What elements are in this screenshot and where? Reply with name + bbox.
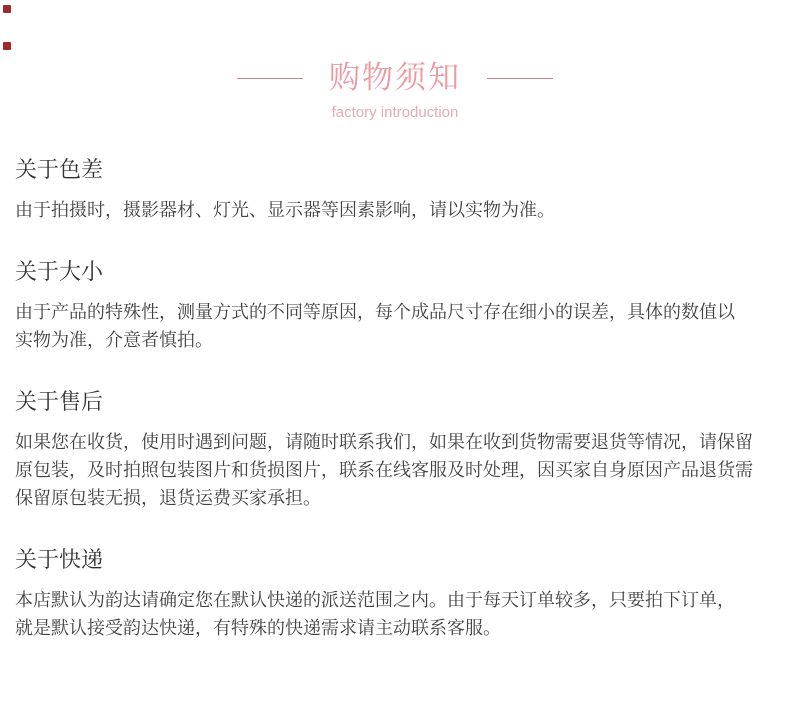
section-body-line: 由于拍摄时，摄影器材、灯光、显示器等因素影响，请以实物为准。 xyxy=(15,200,555,220)
section-body-line: 保留原包装无损，退货运费买家承担。 xyxy=(15,488,321,508)
section-body-line: 就是默认接受韵达快递，有特殊的快递需求请主动联系客服。 xyxy=(15,618,501,638)
page-title: 购物须知 xyxy=(329,60,461,95)
broken-image-icon xyxy=(3,5,11,13)
section-body-line: 实物为准，介意者慎拍。 xyxy=(15,330,213,350)
section-after-sales xyxy=(15,388,775,512)
section-shipping xyxy=(15,546,775,642)
section-body-line: 原包装，及时拍照包装图片和货损图片，联系在线客服及时处理，因买家自身原因产品退货需 xyxy=(15,460,753,480)
right-dash-divider xyxy=(487,78,553,79)
notice-sections xyxy=(0,156,790,642)
section-body-line: 如果您在收货，使用时遇到问题，请随时联系我们，如果在收到货物需要退货等情况，请保留 xyxy=(15,432,753,452)
left-dash-divider xyxy=(237,78,303,79)
page-subtitle: factory introduction xyxy=(331,104,459,121)
section-color-difference xyxy=(15,156,775,224)
notice-header xyxy=(0,0,790,122)
broken-image-icon xyxy=(3,42,11,50)
section-heading-size: 关于大小 xyxy=(15,259,104,284)
section-size xyxy=(15,258,775,354)
header-title-row xyxy=(0,59,790,97)
section-body-line: 由于产品的特殊性，测量方式的不同等原因，每个成品尺寸存在细小的误差，具体的数值以 xyxy=(15,302,735,322)
section-heading-after-sales: 关于售后 xyxy=(15,389,104,414)
section-body-line: 本店默认为韵达请确定您在默认快递的派送范围之内。由于每天订单较多，只要拍下订单， xyxy=(15,590,735,610)
section-heading-color-difference: 关于色差 xyxy=(15,157,104,182)
section-heading-shipping: 关于快递 xyxy=(15,547,104,572)
